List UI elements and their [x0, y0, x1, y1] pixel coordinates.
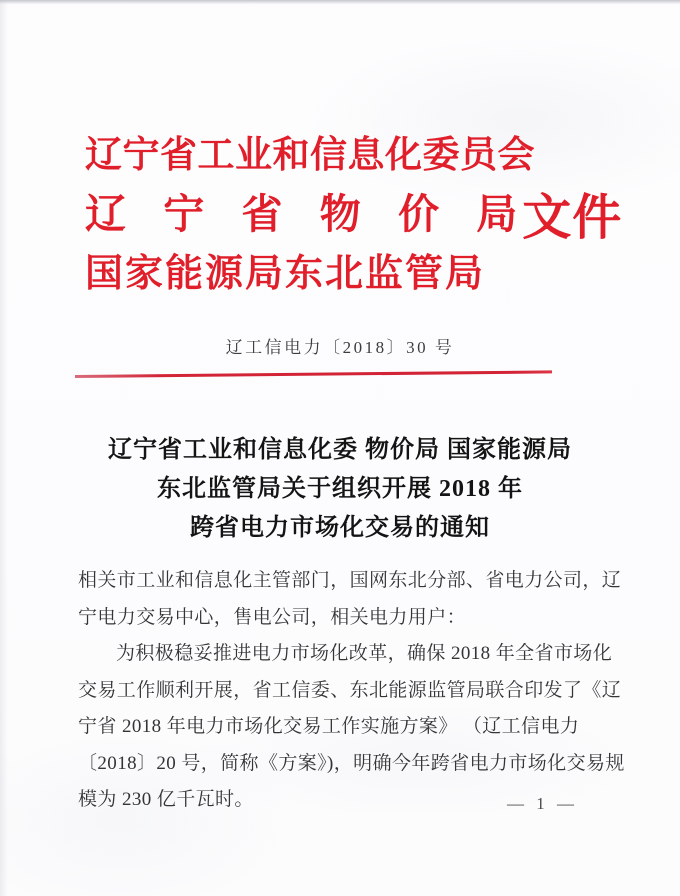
document-title — [0, 431, 680, 548]
letterhead-agency-2 — [85, 181, 623, 245]
body-line: 相关市工业和信息化主管部门，国网东北分部、省电力公司，辽 — [78, 570, 622, 591]
scan-artifact-top-edge — [0, 0, 680, 4]
body-line: 模为 230 亿千瓦时。 — [78, 789, 254, 810]
body-line: 宁省 2018 年电力市场化交易工作实施方案》 （辽工信电力 — [78, 716, 580, 737]
body-line: 宁电力交易中心，售电公司，相关电力用户： — [78, 606, 467, 628]
letterhead-agency-1: 辽宁省工业和信息化委员会 — [85, 135, 535, 176]
document-reference-number: 辽工信电力〔2018〕30 号 — [225, 338, 455, 357]
letterhead-document-word: 文件 — [522, 191, 623, 245]
body-line: 交易工作顺利开展，省工信委、东北能源监管局联合印发了《辽 — [78, 679, 622, 701]
body-line: 〔2018〕20 号，简称《方案》)，明确今年跨省电力市场化交易规 — [78, 752, 625, 774]
document-title-line-3: 跨省电力市场化交易的通知 — [190, 515, 490, 541]
document-title-line-1: 辽宁省工业和信息化委 物价局 国家能源局 — [108, 437, 572, 463]
document-body — [78, 563, 625, 819]
page-number: — 1 — — [507, 794, 578, 813]
letterhead-agency-3: 国家能源局东北监管局 — [85, 253, 486, 295]
letterhead-agency-2-name: 辽 宁 省 物 价 局 — [85, 191, 518, 237]
document-title-line-2: 东北监管局关于组织开展 2018 年 — [157, 476, 523, 502]
body-line: 为积极稳妥推进电力市场化改革，确保 2018 年全省市场化 — [116, 643, 613, 664]
red-divider-rule — [75, 370, 552, 377]
